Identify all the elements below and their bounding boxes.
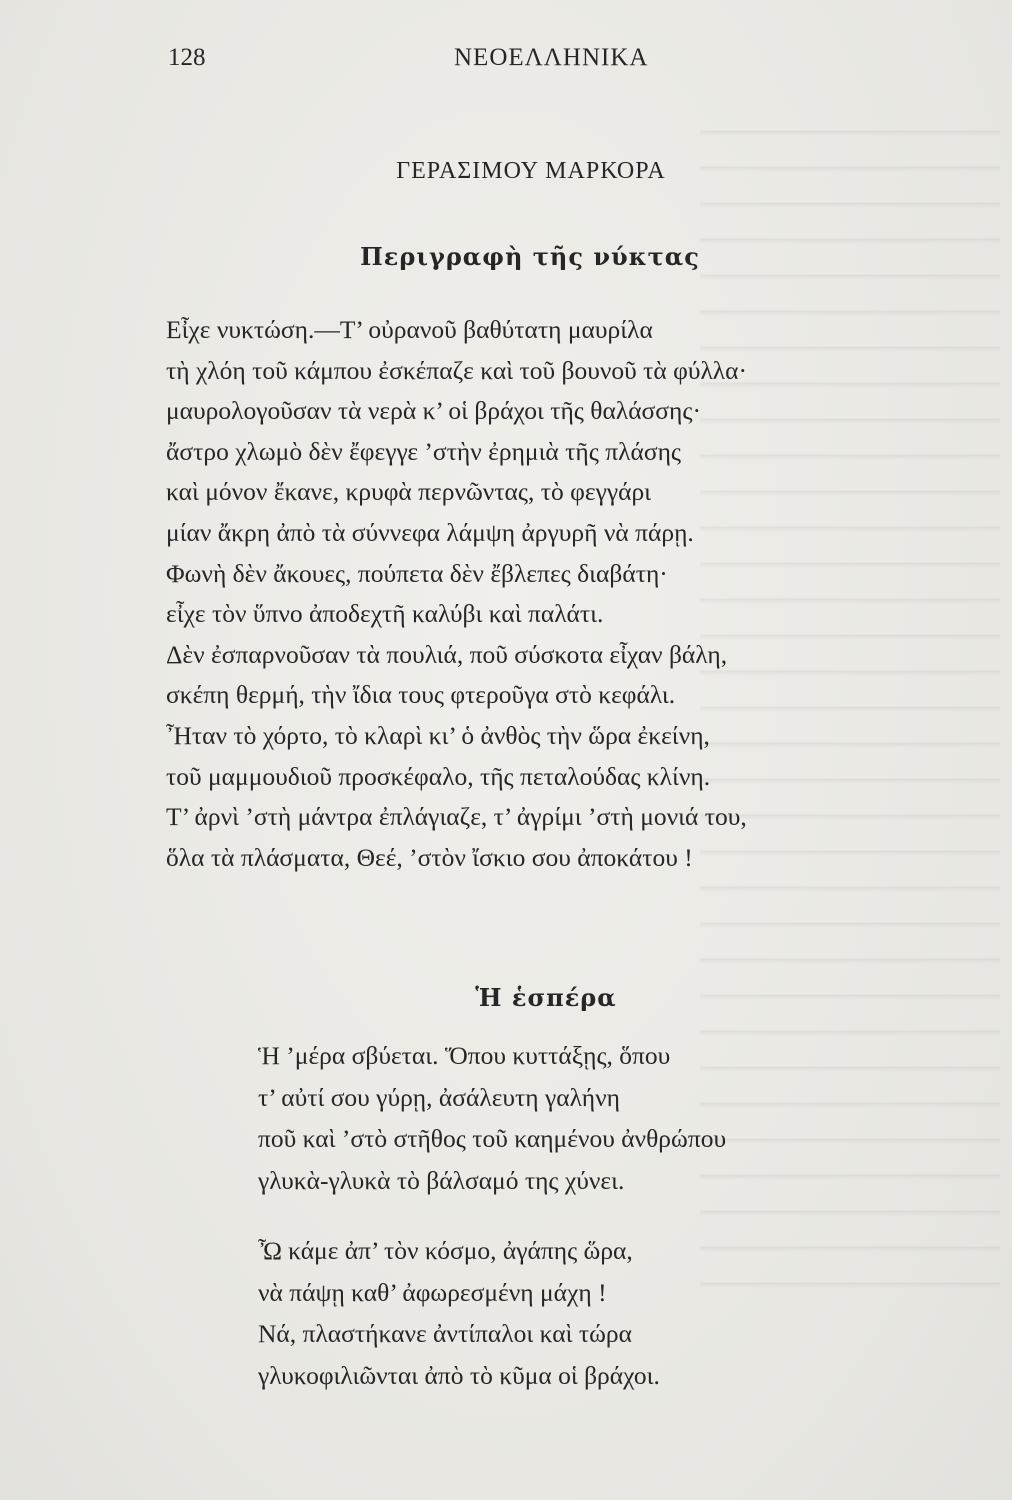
verse-line: νὰ πάψῃ καθ’ ἀφωρεσμένη μάχη !	[258, 1277, 607, 1307]
poem-title: Περιγραφὴ τῆς νύκτας	[360, 242, 700, 271]
verse-line: εἶχε τὸν ὕπνο ἀποδεχτῆ καλύβι καὶ παλάτι.	[166, 599, 604, 629]
running-title: ΝΕΟΕΛΛΗΝΙΚΑ	[454, 44, 649, 71]
verse-line: Νά, πλαστήκανε ἀντίπαλοι καὶ τώρα	[258, 1319, 632, 1348]
verse-line: Τ’ ἀρνὶ ’στὴ μάντρα ἐπλάγιαζε, τ’ ἀγρίμι ’στὴ μονιά του,	[166, 802, 747, 832]
stanza	[258, 1230, 660, 1396]
verse-line: ἄστρο χλωμὸ δὲν ἔφεγγε ’στὴν ἐρημιὰ τῆς πλάσης	[166, 436, 682, 466]
verse-line: Εἶχε νυκτώση.—Τ’ οὐρανοῦ βαθύτατη μαυρίλα	[166, 315, 653, 344]
verse-line: Δὲν ἐσπαρνοῦσαν τὰ πουλιά, ποῦ σύσκοτα εἶχαν βάλη,	[166, 639, 728, 669]
stanza	[258, 1035, 726, 1201]
poem-title: Ἡ ἑσπέρα	[475, 983, 617, 1012]
verse-line: γλυκοφιλιῶνται ἀπὸ τὸ κῦμα οἱ βράχοι.	[258, 1360, 660, 1390]
verse-line: τὴ χλόη τοῦ κάμπου ἐσκέπαζε καὶ τοῦ βουνοῦ τὰ φύλλα·	[166, 355, 748, 385]
page-header	[168, 44, 688, 78]
verse-line: τ’ αὐτί σου γύρῃ, ἀσάλευτη γαλήνη	[258, 1082, 620, 1112]
verse-line: Ἡ ’μέρα σβύεται. Ὅπου κυττάξῃς, ὅπου	[258, 1041, 671, 1070]
author-heading: ΓΕΡΑΣΙΜΟΥ ΜΑΡΚΟΡΑ	[396, 158, 666, 184]
verse-line: ὅλα τὰ πλάσματα, Θεέ, ’στὸν ἴσκιο σου ἀποκάτου !	[166, 842, 693, 872]
verse-line: Ἦταν τὸ χόρτο, τὸ κλαρὶ κι’ ὁ ἀνθὸς τὴν ὥρα ἐκείνη,	[166, 720, 710, 750]
verse-line: Ὦ κάμε ἀπ’ τὸν κόσμο, ἀγάπης ὥρα,	[258, 1236, 633, 1265]
verse-line: σκέπη θερμή, τὴν ἴδια τους φτεροῦγα στὸ κεφάλι.	[166, 680, 676, 710]
verse-line: μίαν ἄκρη ἀπὸ τὰ σύννεφα λάμψη ἀργυρῆ νὰ πάρῃ.	[166, 517, 694, 547]
verse-line: ποῦ καὶ ’στὸ στῆθος τοῦ καημένου ἀνθρώπου	[258, 1124, 727, 1153]
verse-line: τοῦ μαμμουδιοῦ προσκέφαλο, τῆς πεταλούδας κλίνη.	[166, 761, 711, 791]
page-number: 128	[168, 44, 206, 71]
verse-line: καὶ μόνον ἔκανε, κρυφὰ περνῶντας, τὸ φεγγάρι	[166, 477, 652, 507]
verse-line: Φωνὴ δὲν ἄκουες, πούπετα δὲν ἔβλεπες διαβάτη·	[166, 558, 668, 588]
verse-line: μαυρολογοῦσαν τὰ νερὰ κ’ οἱ βράχοι τῆς θαλάσσης·	[166, 396, 701, 426]
poem-body	[166, 310, 747, 878]
verse-line: γλυκὰ-γλυκὰ τὸ βάλσαμό της χύνει.	[258, 1165, 625, 1195]
